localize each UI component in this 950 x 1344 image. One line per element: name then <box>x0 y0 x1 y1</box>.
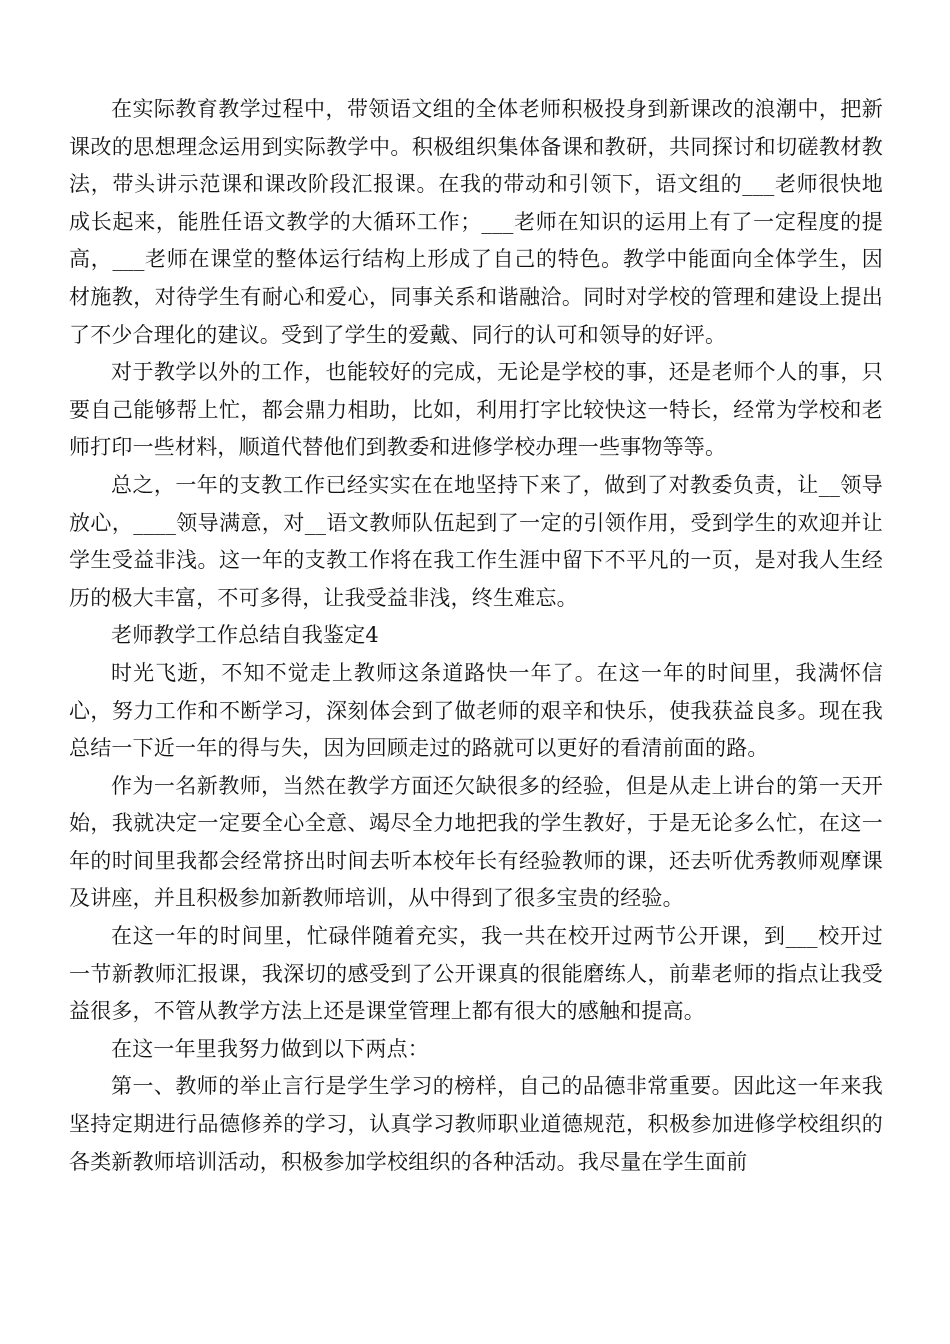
paragraph-conclusion: 总之，一年的支教工作已经实实在在地坚持下来了，做到了对教委负责，让__领导放心，____领导满意，对__语文教师队伍起到了一定的引领作用，受到学生的欢迎并让学生受益非浅。这一年的支教工作将在我工作生涯中留下不平凡的一页，是对我人生经历的极大丰富，不可多得，让我受益非浅，终生难忘。 <box>69 472 883 610</box>
section-heading: 老师教学工作总结自我鉴定4 <box>111 623 379 648</box>
paragraph-open-class: 在这一年的时间里，忙碌伴随着充实，我一共在校开过两节公开课，到___校开过一节新教师汇报课，我深切的感受到了公开课真的很能磨练人，前辈老师的指点让我受益很多，不管从教学方法上还是课堂管理上都有很大的感触和提高。 <box>69 924 883 1024</box>
document-page <box>69 91 883 1181</box>
paragraph-two-points: 在这一年里我努力做到以下两点： <box>111 1036 429 1061</box>
paragraph-other-work: 对于教学以外的工作，也能较好的完成，无论是学校的事，还是老师个人的事，只要自己能够帮上忙，都会鼎力相助，比如，利用打字比较快这一特长，经常为学校和老师打印一些材料，顺道代替他们到教委和进修学校办理一些事物等等。 <box>69 360 883 460</box>
paragraph-point-one: 第一、教师的举止言行是学生学习的榜样，自己的品德非常重要。因此这一年来我坚持定期进行品德修养的学习，认真学习教师职业道德规范，积极参加进修学校组织的各类新教师培训活动，积极参加学校组织的各种活动。我尽量在学生面前 <box>69 1074 883 1174</box>
paragraph-teaching-reform: 在实际教育教学过程中，带领语文组的全体老师积极投身到新课改的浪潮中，把新课改的思想理念运用到实际教学中。积极组织集体备课和教研，共同探讨和切磋教材教法，带头讲示范课和课改阶段汇报课。在我的带动和引领下，语文组的___老师很快地成长起来，能胜任语文教学的大循环工作；___老师在知识的运用上有了一定程度的提高，___老师在课堂的整体运行结构上形成了自己的特色。教学中能面向全体学生，因材施教，对待学生有耐心和爱心，同事关系和谐融洽。同时对学校的管理和建设上提出了不少合理化的建议。受到了学生的爱戴、同行的认可和领导的好评。 <box>69 97 883 347</box>
paragraph-time-flies: 时光飞逝，不知不觉走上教师这条道路快一年了。在这一年的时间里，我满怀信心，努力工作和不断学习，深刻体会到了做老师的艰辛和快乐，使我获益良多。现在我总结一下近一年的得与失，因为回顾走过的路就可以更好的看清前面的路。 <box>69 660 883 761</box>
paragraph-new-teacher: 作为一名新教师，当然在教学方面还欠缺很多的经验，但是从走上讲台的第一天开始，我就决定一定要全心全意、竭尽全力地把我的学生教好，于是无论多么忙，在这一年的时间里我都会经常挤出时间去听本校年长有经验教师的课，还去听优秀教师观摩课及讲座，并且积极参加新教师培训，从中得到了很多宝贵的经验。 <box>69 773 883 911</box>
